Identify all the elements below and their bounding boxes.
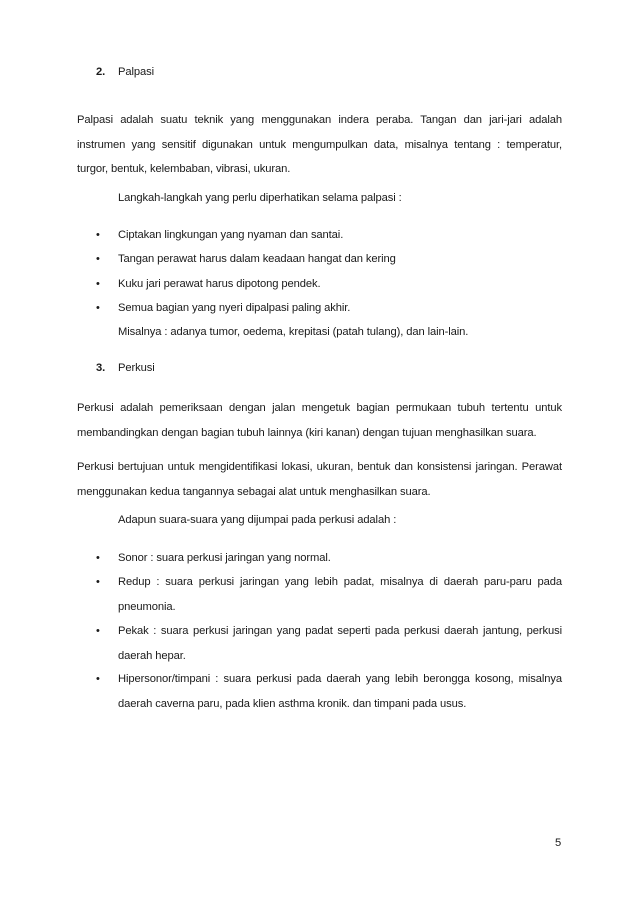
palpasi-bullet-note: Misalnya : adanya tumor, oedema, krepitasi (patah tulang), dan lain-lain. (118, 326, 469, 338)
list-item: • Hipersonor/timpani : suara perkusi pada daerah yang lebih berongga kosong, misalnya daerah caverna paru, pada klien asthma kronik. dan timpani pada usus. (96, 667, 562, 716)
section-heading-palpasi (96, 66, 154, 78)
list-item: • Pekak : suara perkusi jaringan yang padat seperti pada perkusi daerah jantung, perkusi daerah hepar. (96, 619, 562, 668)
section-number: 2. (96, 66, 106, 78)
bullet-icon: • (96, 278, 100, 290)
bullet-icon: • (96, 673, 100, 685)
perkusi-paragraph-1: Perkusi adalah pemeriksaan dengan jalan mengetuk bagian permukaan tubuh tertentu untuk membandingkan dengan bagian tubuh lainnya (kiri kanan) dengan tujuan menghasilkan suara. (77, 402, 562, 439)
palpasi-steps-intro: Langkah-langkah yang perlu diperhatikan selama palpasi : (118, 192, 402, 204)
bullet-icon: • (96, 302, 100, 314)
list-item: • Tangan perawat harus dalam keadaan hangat dan kering (96, 247, 562, 272)
bullet-icon: • (96, 576, 100, 588)
section-title: Perkusi (118, 362, 155, 374)
bullet-icon: • (96, 253, 100, 265)
list-item: • Ciptakan lingkungan yang nyaman dan santai. (96, 223, 562, 248)
list-item: • Sonor : suara perkusi jaringan yang normal. (96, 546, 562, 571)
list-item: • Redup : suara perkusi jaringan yang lebih padat, misalnya di daerah paru-paru pada pneumonia. (96, 570, 562, 619)
section-number: 3. (96, 362, 106, 374)
page-number: 5 (555, 837, 562, 849)
bullet-icon: • (96, 229, 100, 241)
perkusi-paragraph-2: Perkusi bertujuan untuk mengidentifikasi lokasi, ukuran, bentuk dan konsistensi jaringan. Perawat menggunakan kedua tangannya sebagai alat untuk menghasilkan suara. (77, 461, 562, 498)
list-item: • Kuku jari perawat harus dipotong pendek. (96, 272, 562, 297)
bullet-icon: • (96, 552, 100, 564)
list-item: • Semua bagian yang nyeri dipalpasi paling akhir. (96, 296, 562, 321)
section-title: Palpasi (118, 66, 154, 78)
perkusi-sounds-intro: Adapun suara-suara yang dijumpai pada perkusi adalah : (118, 514, 397, 526)
palpasi-paragraph: Palpasi adalah suatu teknik yang menggunakan indera peraba. Tangan dan jari-jari adalah instrumen yang sensitif digunakan untuk mengumpulkan data, misalnya tentang : temperatur, turgor, bentuk, kelembaban, vibrasi, ukuran. (77, 114, 562, 175)
section-heading-perkusi (96, 362, 155, 374)
bullet-icon: • (96, 625, 100, 637)
